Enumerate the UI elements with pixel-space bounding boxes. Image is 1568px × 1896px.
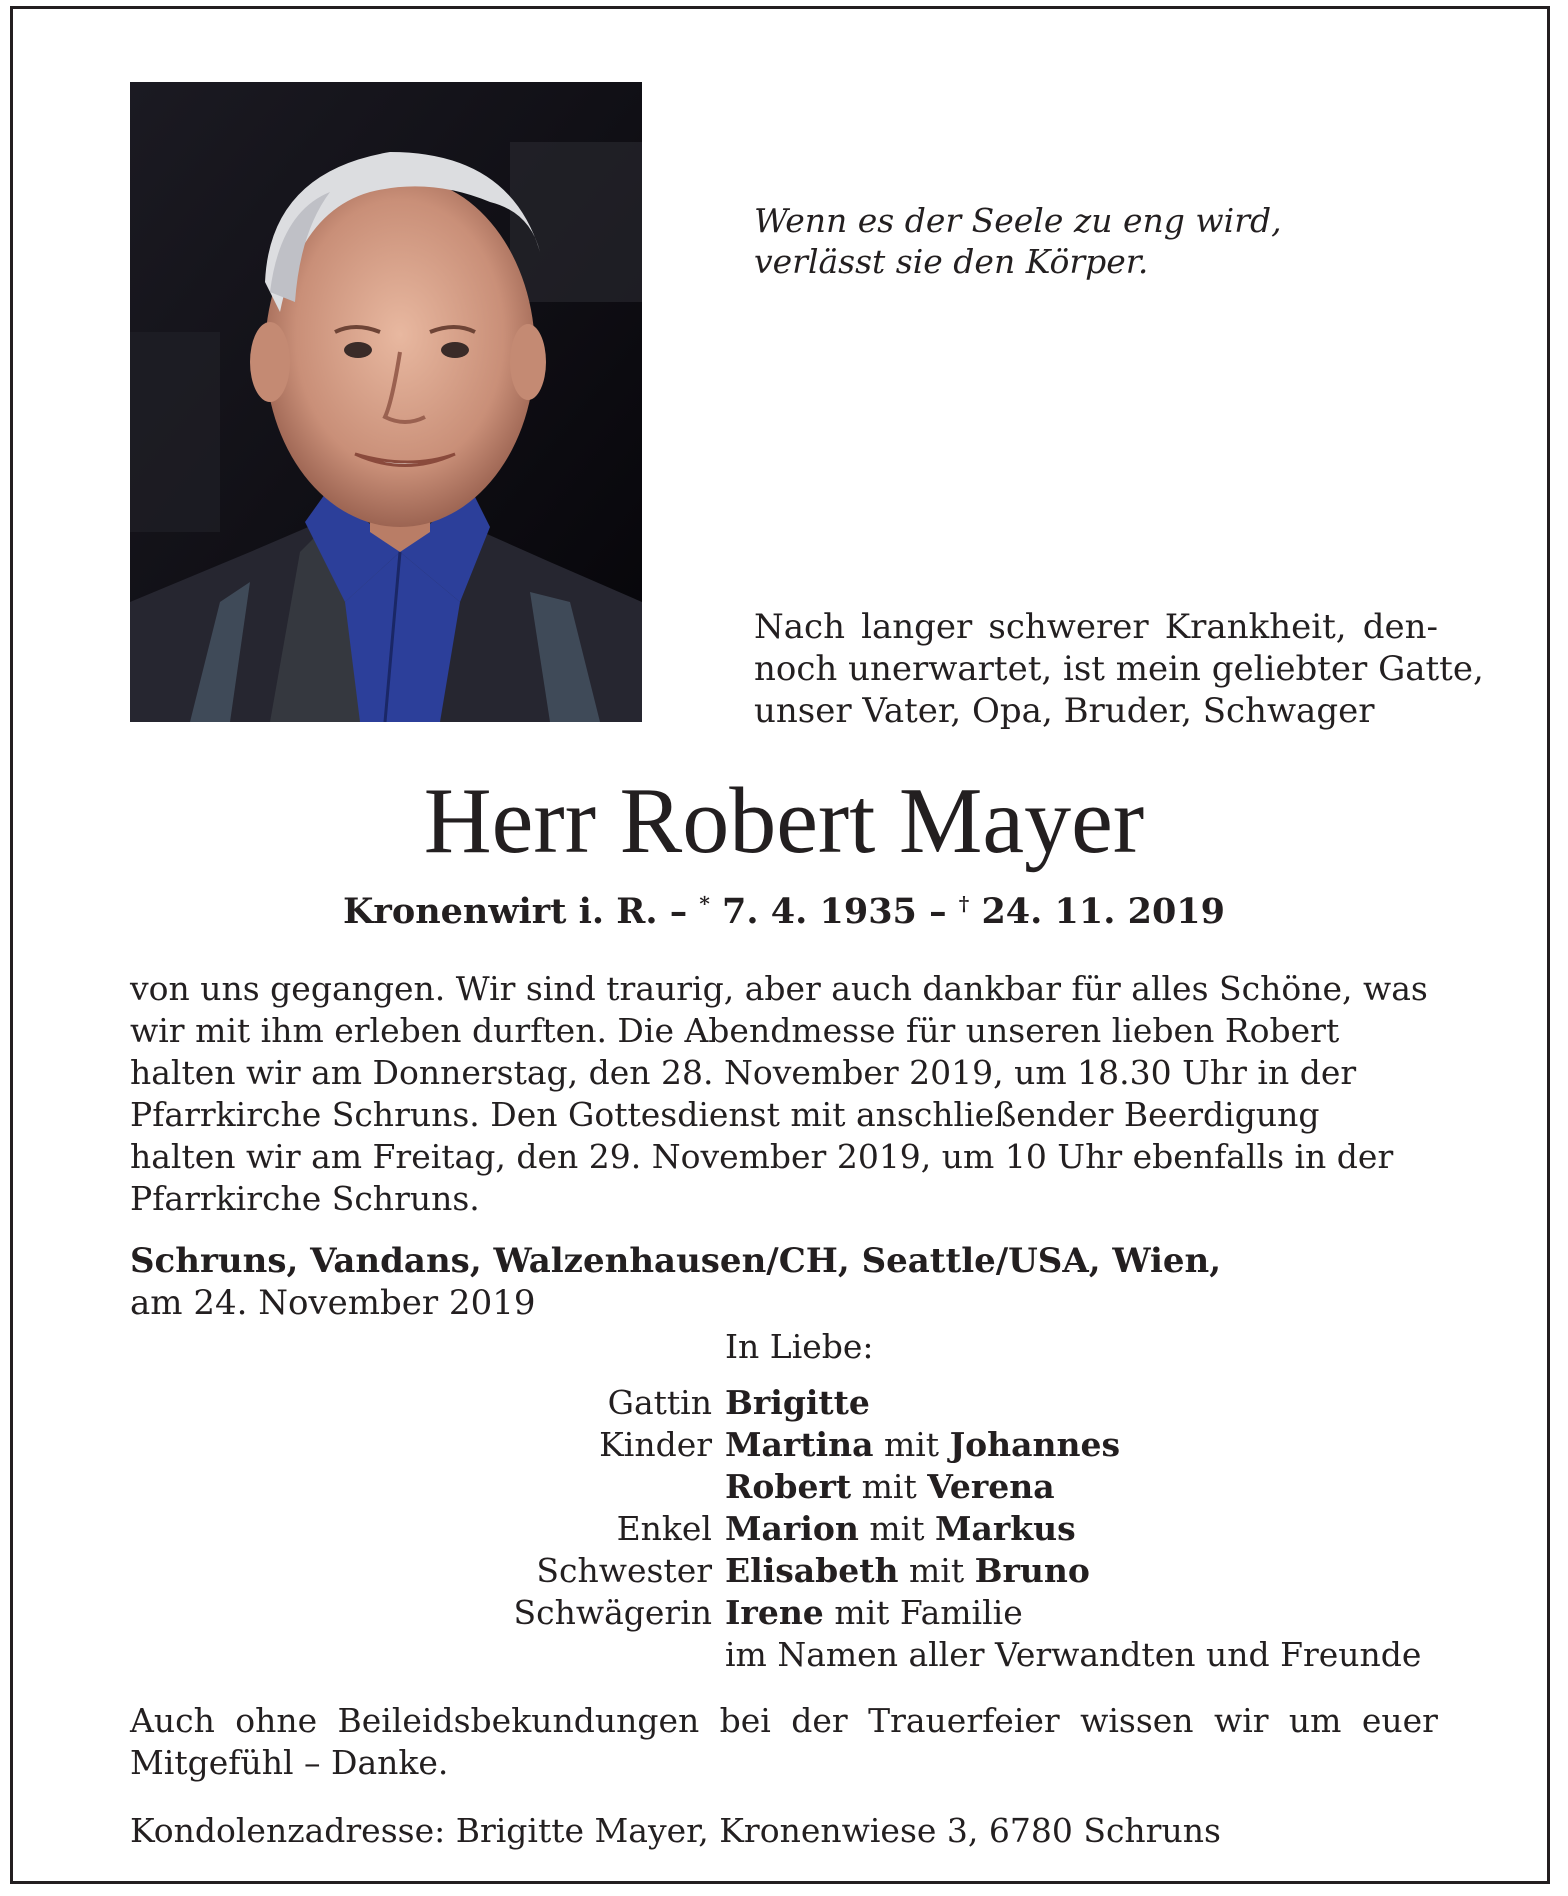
family-names (725, 1424, 1120, 1466)
closing-word: Beileidsbekundungen (337, 1701, 700, 1740)
family-footer-row (0, 1634, 1568, 1676)
relation: Schwägerin (513, 1593, 712, 1632)
relation: Gattin (607, 1383, 712, 1422)
birth-symbol: * (699, 891, 710, 916)
intro-line-3: unser Vater, Opa, Bruder, Schwager (754, 691, 1375, 731)
closing-word: wir (1213, 1701, 1269, 1740)
body-line: von uns gegangen. Wir sind traurig, aber auch dankbar für alles Schöne, was (130, 969, 1428, 1008)
family-heading: In Liebe: (725, 1327, 874, 1366)
epigraph-quote (754, 200, 1454, 282)
family-row (0, 1550, 1568, 1592)
places-and-date (130, 1240, 1450, 1324)
family-footer: im Namen aller Verwandten und Freunde (725, 1635, 1422, 1674)
intro-word: den- (1362, 607, 1438, 647)
closing-word: bei (719, 1701, 771, 1740)
person-name: Bruno (974, 1551, 1090, 1590)
family-row (0, 1592, 1568, 1634)
closing-word: Auch (130, 1701, 215, 1740)
deceased-name: Herr Robert Mayer (423, 769, 1145, 873)
relation: Schwester (536, 1551, 712, 1590)
body-line: halten wir am Donnerstag, den 28. November 2019, um 18.30 Uhr in der (130, 1053, 1357, 1092)
person-name: Elisabeth (725, 1551, 899, 1590)
portrait-photo (130, 82, 642, 722)
person-name: Verena (927, 1467, 1055, 1506)
birth-date: 7. 4. 1935 – (722, 891, 947, 932)
notice-date: am 24. November 2019 (130, 1283, 536, 1323)
places-list: Schruns, Vandans, Walzenhausen/CH, Seattle/USA, Wien, (130, 1241, 1222, 1281)
connector: mit (909, 1551, 965, 1590)
closing-line-2: Mitgefühl – Danke. (130, 1743, 449, 1782)
family-row (0, 1382, 1568, 1424)
connector: mit (883, 1425, 940, 1464)
family-names (725, 1382, 870, 1424)
intro-word: Nach (754, 607, 845, 647)
death-symbol: † (958, 891, 970, 916)
person-name: Johannes (949, 1425, 1121, 1464)
person-name: Irene (725, 1593, 824, 1632)
closing-word: Trauerfeier (868, 1701, 1060, 1740)
body-text (130, 968, 1438, 1220)
closing-line-1 (130, 1700, 1438, 1742)
connector: mit (861, 1467, 917, 1506)
condolence-address: Kondolenzadresse: Brigitte Mayer, Kronenwiese 3, 6780 Schruns (130, 1811, 1221, 1850)
quote-line: verlässt sie den Körper. (754, 242, 1149, 281)
person-name: Marion (725, 1509, 859, 1548)
body-line: wir mit ihm erleben durften. Die Abendmesse für unseren lieben Robert (130, 1011, 1340, 1050)
relation: Enkel (616, 1509, 712, 1548)
body-line: Pfarrkirche Schruns. Den Gottesdienst mit anschließender Beerdigung (130, 1095, 1320, 1134)
quote-line: Wenn es der Seele zu eng wird, (754, 201, 1282, 240)
connector: mit (869, 1509, 925, 1548)
life-dates (0, 890, 1568, 934)
occupation: Kronenwirt i. R. – (342, 891, 688, 932)
family-row (0, 1508, 1568, 1550)
relation: Kinder (599, 1425, 712, 1464)
closing-word: wissen (1080, 1701, 1194, 1740)
intro-text (754, 606, 1484, 732)
intro-line-2: noch unerwartet, ist mein geliebter Gatte, (754, 649, 1484, 689)
closing-text (130, 1700, 1438, 1784)
person-name: Martina (725, 1425, 874, 1464)
person-name: Markus (934, 1509, 1076, 1548)
intro-line-1 (754, 606, 1438, 648)
intro-word: langer (861, 607, 973, 647)
closing-word: ohne (235, 1701, 318, 1740)
intro-word: schwerer (988, 607, 1149, 647)
family-heading-row (0, 1326, 1568, 1368)
person-name: Robert (725, 1467, 852, 1506)
closing-word: um (1288, 1701, 1342, 1740)
death-date: 24. 11. 2019 (981, 891, 1226, 932)
body-line: halten wir am Freitag, den 29. November 2019, um 10 Uhr ebenfalls in der (130, 1137, 1394, 1176)
closing-word: der (791, 1701, 848, 1740)
family-names (725, 1592, 1023, 1634)
family-names (725, 1466, 1055, 1508)
family-row (0, 1424, 1568, 1466)
person-name: Brigitte (725, 1383, 870, 1422)
body-line: Pfarrkirche Schruns. (130, 1179, 480, 1218)
closing-word: euer (1361, 1701, 1438, 1740)
intro-word: Krankheit, (1164, 607, 1347, 647)
family-row (0, 1466, 1568, 1508)
family-names (725, 1508, 1076, 1550)
connector: mit Familie (834, 1593, 1023, 1632)
family-names (725, 1550, 1090, 1592)
